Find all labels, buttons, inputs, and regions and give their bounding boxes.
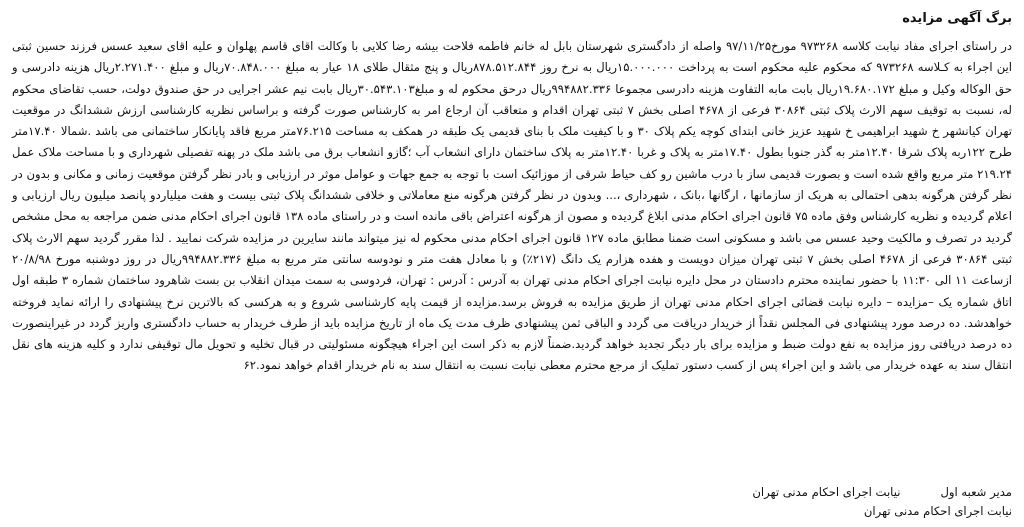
office-name-signature: نیابت اجرای احکام مدنی تهران	[863, 504, 1012, 518]
notice-body: در راستای اجرای مفاد نیابت کلاسه ۹۷۳۲۶۸ مورخ۹۷/۱۱/۲۵ واصله از دادگستری شهرستان بابل له خانم فاطمه فلاحت بیشه رضا کلایی با وکالت اقای قاسم پهلوان و علیه اقای سعید عسس فرزند حسین ثبتی این اجراء به کـلاسه ۹۷۳۲۶۸ که محکوم علیه محکوم است به پرداخت ۱۵.۰۰۰.۰۰۰ریال به نرخ روز ۸۷۸.۵۱۲.۸۴۴ریال و پنج مثقال طلای ۱۸ عیار به مبلغ ۷۰.۸۴۸.۰۰۰ریال و مبلغ ۲.۲۷۱.۴۰۰ریال هزینه دادرسی و حق الوکاله وکیل و مبلغ ۱۹.۶۸۰.۱۷۲ریال بابت مابه التفاوت هزینه دادرسی مجموعا ۹۹۴۸۸۲.۳۳۶ریال درحق محکوم له و مبلغ۳۰.۵۴۳.۱۰۳ریال بابت نیم عشر اجرایی در حق صندوق دولت، حسب تقاضای محکوم له، نسبت به توقیف سهم الارث پلاک ثبتی ۳۰۸۶۴ فرعی از ۴۶۷۸ اصلی بخش ۷ ثبتی تهران اقدام و متعاقب آن ارجاع امر به کارشناس صورت گرفته و براساس نظریه کارشناسی ارزش ششدانگ در موقعیت تهران کیانشهر خ شهید ابراهیمی خ شهید عزیز خانی ابتدای کوچه یکم پلاک ۳۰ و با کیفیت ملک با بنای قدیمی یک طبقه در همکف به مساحت ۷۶.۲۱۵متر مربع فاقد پایانکار ساختمانی می باشد .شمالا ۱۷.۴۰متر طرح ۱۲۲ربه پلاک شرقا ۱۲.۴۰متر به گذر جنوبا بطول ۱۷.۴۰متر به پلاک و غربا ۱۲.۴۰متر به پلاک ساختمان دارای انشعاب آب ؛گازو انشعاب برق می باشد ملک در پهنه تفصیلی شهرداری و با مساحت ملاک عمل ۲۱۹.۲۴ متر مربع واقع شده است و بصورت قدیمی ساز با درب ماشین رو کف حیاط شرقی از موزائیک است با توجه به جمع جهات و عوامل موثر در ارزیابی و بادر نظر گرفتن موقعیت زمانی و مکانی و بدون در نظر گرفتن هرگونه بدهی احتمالی به هریک از سازمانها ، ارگانها ،بانک ، شهرداری ،... وبدون در نظر گرفتن هرگونه منع معاملاتی و خلافی ششدانگ پلاک ثبتی بیست و هفت میلیاردو پانصد میلیون ریال ارزیابی و اعلام گردیده و نظریه کارشناس وفق ماده ۷۵ قانون اجرای احکام مدنی ابلاغ گردیده و مصون از هرگونه اعتراض باقی مانده است و در راستای ماده ۱۳۸ قانون اجرای احکام مدنی ضمن مراجعه به محل مشخص گردید در تصرف و مالکیت وحید عسس می باشد و مسکونی است ضمنا مطابق ماده ۱۲۷ قانون اجرای احکام مدنی محکوم له نیز میتواند مانند سایرین در مزایده شرکت نمایید . لذا مقرر گردید سهم الارث پلاک ثبتی ۳۰۸۶۴ فرعی از ۴۶۷۸ اصلی بخش ۷ ثبتی تهران میزان دویست و هفده هزارم یک دانگ (۲۱۷٪) و با معادل هفت متر و نودوسه سانتی متر مربع به مبلغ ۹۹۴۸۸۲.۳۳۶ریال در روز دوشنبه مورخ ۲۰/۸/۹۸ ازساعت ۱۱ الی ۱۱:۳۰ با حضور نماینده محترم دادستان در محل دایره نیابت اجرای احکام مدنی تهران به آدرس : آدرس : تهران، فردوسی به سمت میدان انقلاب بن بست شاهرود ساختمان شماره ۳ طبقه اول اتاق شماره یک –مزایده – دایره نیابت قضائی اجرای احکام مدنی تهران از طریق مزایده به فروش برسد.مزایده از قیمت پایه کارشناسی شروع و به هرکسی که بالاترین نرخ پیشنهادی را ارائه نماید فروخته خواهدشد. ده درصد مورد پیشنهادی فی المجلس نقداً از خریدار دریافت می گردد و الباقی ثمن پیشنهادی ظرف مدت یک ماه از تاریخ مزایده باید از طرف خریدار به حساب دادگستری واریز گردد در غیراینصورت ده درصد دریافتی روز مزایده به نفع دولت ضبط و مزایده برای بار دیگر تجدید خواهد گردید.ضمناً لازم به ذکر است این اجراء هیچگونه مسئولیتی در قبال تخلیه و تحویل مال توقیفی ندارد و کلیه هزینه های نقل انتقال سند به عهده خریدار می باشد و این اجراء پس از کسب دستور تملیک از مرجع محترم معطی نیابت نسبت به انتقال سند به نام خریدار اقدام خواهد نمود.۶۲	[12, 39, 1013, 373]
footer-line-2	[412, 502, 1012, 521]
office-name: نیابت اجرای احکام مدنی تهران	[752, 485, 901, 499]
footer-line-1	[412, 483, 1012, 502]
notice-footer	[412, 483, 1012, 521]
notice-title: برگ آگهی مزایده	[902, 11, 1012, 26]
branch-manager-label: مدیر شعبه اول	[940, 485, 1012, 499]
